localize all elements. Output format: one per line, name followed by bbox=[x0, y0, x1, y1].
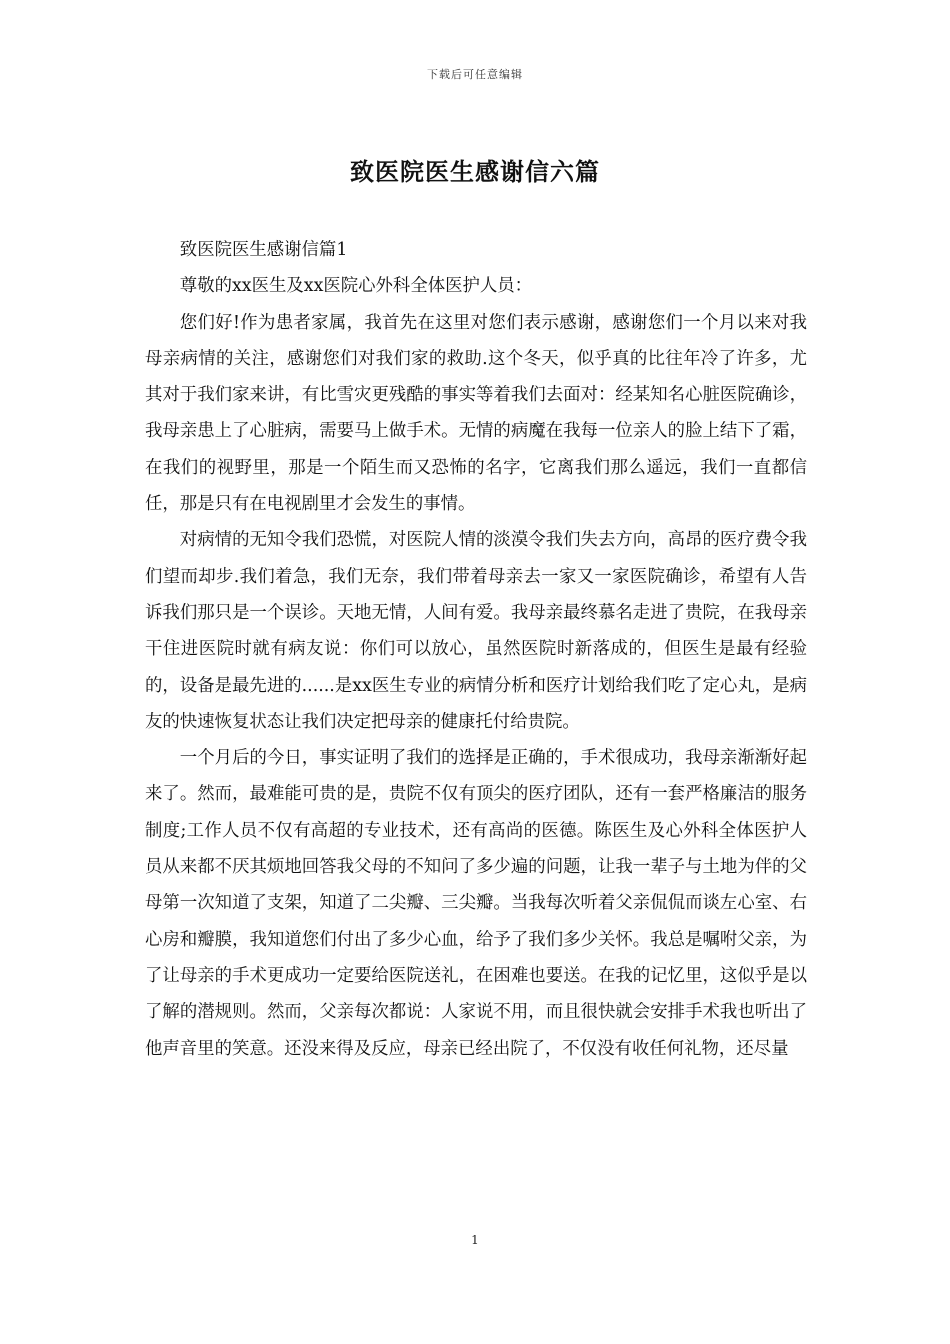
section-heading: 致医院医生感谢信篇1 bbox=[179, 240, 348, 260]
page-header-note: 下载后可任意编辑 bbox=[427, 68, 523, 81]
body-paragraph-3: 一个月后的今日，事实证明了我们的选择是正确的，手术很成功，我母亲渐渐好起来了。然而，最难能可贵的是，贵院不仅有顶尖的医疗团队，还有一套严格廉洁的服务制度;工作人员不仅有高超的专业技术，还有高尚的医德。陈医生及心外科全体医护人员从来都不厌其烦地回答我父母的不知问了多少遍的问题，让我一辈子与土地为伴的父母第一次知道了支架，知道了二尖瓣、三尖瓣。当我每次听着父亲侃侃而谈左心室、右心房和瓣膜，我知道您们付出了多少心血，给予了我们多少关怀。我总是嘱咐父亲，为了让母亲的手术更成功一定要给医院送礼，在困难也要送。在我的记忆里，这似乎是以了解的潜规则。然而，父亲每次都说：人家说不用，而且很快就会安排手术我也听出了他声音里的笑意。还没来得及反应，母亲已经出院了，不仅没有收任何礼物，还尽量 bbox=[145, 748, 807, 1059]
salutation: 尊敬的xx医生及xx医院心外科全体医护人员： bbox=[179, 276, 533, 297]
body-paragraph-1: 您们好!作为患者家属，我首先在这里对您们表示感谢，感谢您们一个月以来对我母亲病情的关注，感谢您们对我们家的救助.这个冬天，似乎真的比往年冷了许多，尤其对于我们家来讲，有比雪灾更残酷的事实等着我们去面对：经某知名心脏医院确诊，我母亲患上了心脏病，需要马上做手术。无情的病魔在我每一位亲人的脸上结下了霜，在我们的视野里，那是一个陌生而又恐怖的名字，它离我们那么遥远，我们一直都信任，那是只有在电视剧里才会发生的事情。 bbox=[145, 312, 807, 515]
document-body bbox=[145, 232, 807, 1067]
document-title: 致医院医生感谢信六篇 bbox=[350, 157, 600, 186]
body-paragraph-2: 对病情的无知令我们恐慌，对医院人情的淡漠令我们失去方向，高昂的医疗费令我们望而却步.我们着急，我们无奈，我们带着母亲去一家又一家医院确诊，希望有人告诉我们那只是一个误诊。天地无情，人间有爱。我母亲最终慕名走进了贵院，在我母亲干住进医院时就有病友说：你们可以放心，虽然医院时新落成的，但医生是最有经验的，设备是最先进的......是xx医生专业的病情分析和医疗计划给我们吃了定心丸，是病友的快速恢复状态让我们决定把母亲的健康托付给贵院。 bbox=[145, 530, 807, 732]
page-number: 1 bbox=[471, 1233, 479, 1247]
